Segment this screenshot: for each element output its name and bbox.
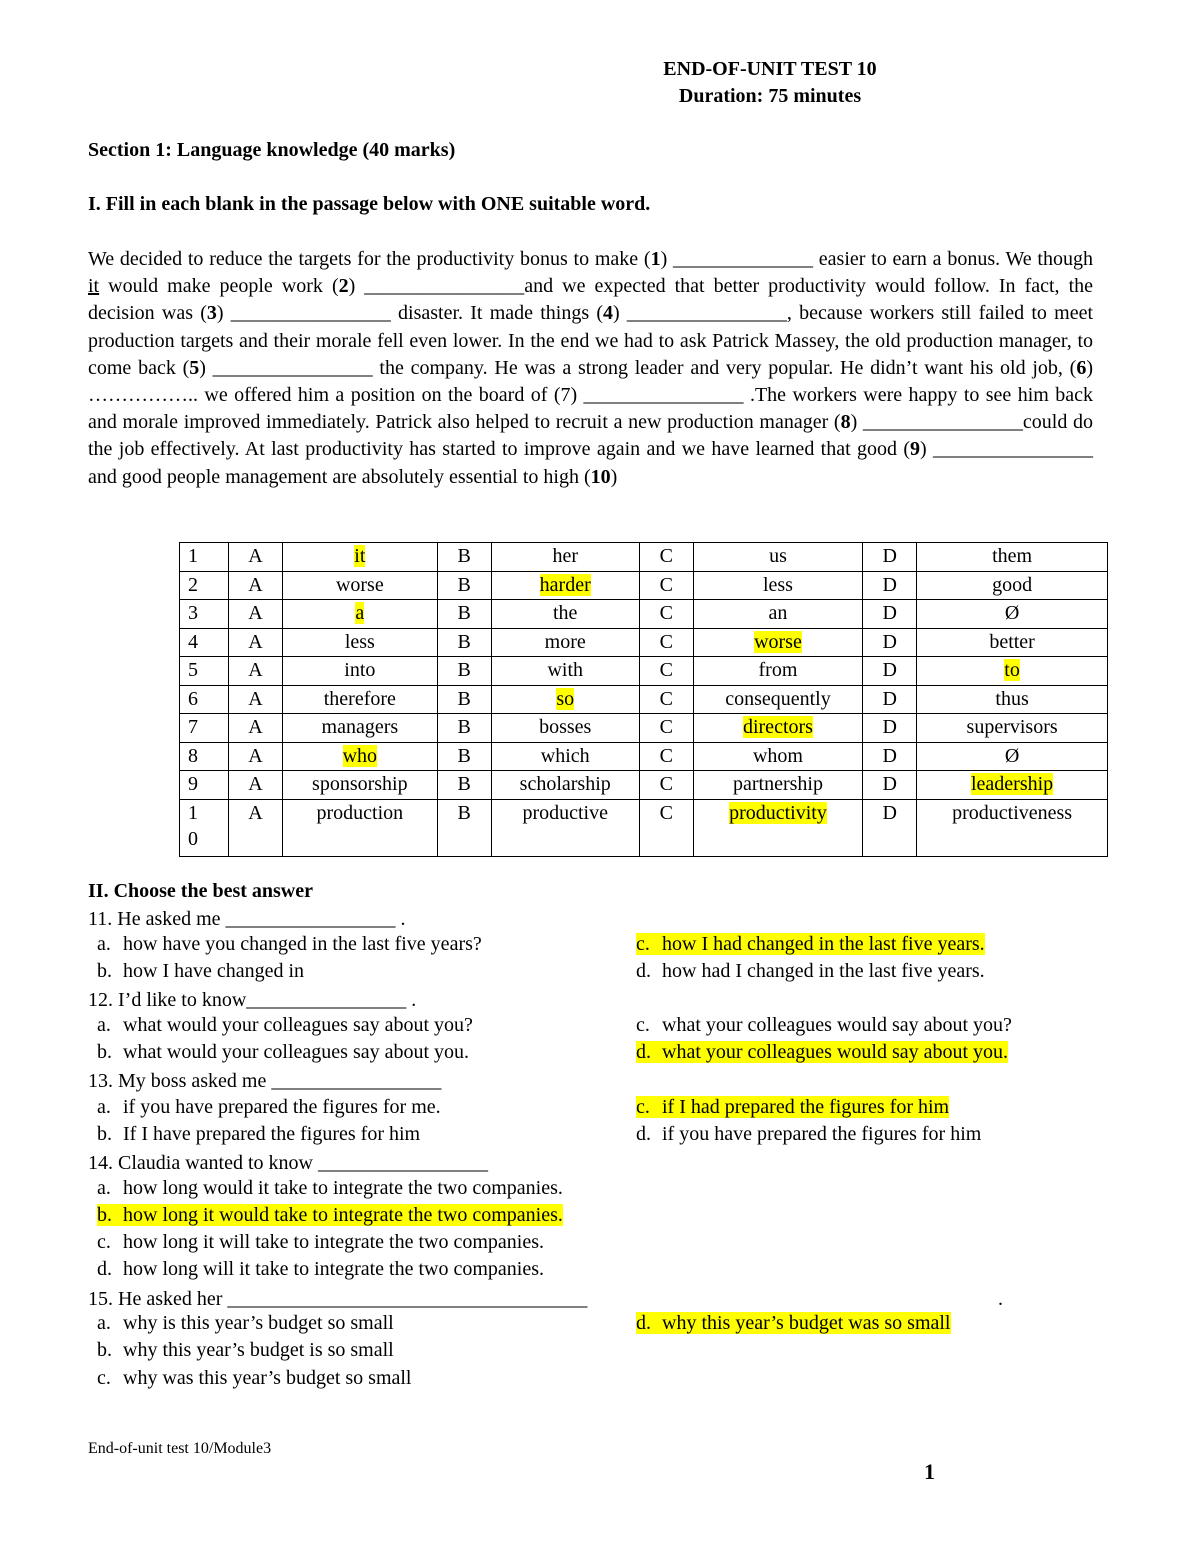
cloze-passage: We decided to reduce the targets for the productivity bonus to make (1) ______________ easier to earn a bonus. We though it would make people work (2) ________________and we expected that better productivity would follow. In fact, the decision was (3) ________________ disaster. It made things (4) ________________, because workers still failed to meet production targets and their morale fell even lower. In the end we had to ask Patrick Massey, the old production manager, to come back (5) ________________ the company. He was a strong leader and very popular. He didn’t want his old job, (6) …………….. we offered him a position on the board of (7) ________________ .The workers were happy to see him back and morale improved immediately. Patrick also helped to recruit a new production manager (8) ________________could do the job effectively. At last productivity has started to improve again and we have learned that good (9) ________________ and good people management are absolutely essential to high (10) xyxy=(88,248,1094,488)
option-word-text: to xyxy=(1004,659,1020,681)
option-word-text: therefore xyxy=(323,687,396,710)
option-word-c xyxy=(693,657,862,686)
option-row xyxy=(180,799,1108,856)
option-word-b xyxy=(491,543,639,572)
answer-option-content xyxy=(636,933,985,955)
option-row xyxy=(180,628,1108,657)
option-word-b xyxy=(491,771,639,800)
option-word-b xyxy=(491,685,639,714)
answer-option[interactable] xyxy=(97,1338,394,1362)
option-letter-a: A xyxy=(229,543,283,572)
option-letter-a: A xyxy=(229,714,283,743)
option-word-text: with xyxy=(547,659,583,681)
answer-option[interactable] xyxy=(97,1311,394,1335)
option-row xyxy=(180,657,1108,686)
option-word-text: less xyxy=(762,573,793,596)
option-text: if you have prepared the figures for me. xyxy=(123,1096,441,1118)
option-word-text: a xyxy=(355,602,365,624)
option-word-a xyxy=(283,571,438,600)
option-row xyxy=(180,543,1108,572)
option-row xyxy=(180,714,1108,743)
option-word-text: scholarship xyxy=(519,773,611,795)
option-text: why this year’s budget is so small xyxy=(123,1339,394,1361)
option-word-text: Ø xyxy=(1004,744,1020,767)
option-word-b xyxy=(491,657,639,686)
option-word-text: better xyxy=(989,630,1035,653)
answer-option-content xyxy=(636,1123,981,1145)
question-stem-end: . xyxy=(998,1288,1003,1310)
option-word-b xyxy=(491,571,639,600)
answer-option[interactable] xyxy=(97,1257,544,1281)
part2-heading: II. Choose the best answer xyxy=(88,880,313,902)
question-stem xyxy=(88,1150,488,1177)
option-letter-b: B xyxy=(437,628,491,657)
section-title: Section 1: Language knowledge (40 marks) xyxy=(88,139,456,161)
option-word-c xyxy=(693,771,862,800)
option-word-text: her xyxy=(552,545,578,567)
option-row xyxy=(180,571,1108,600)
option-row xyxy=(180,742,1108,771)
answer-option[interactable] xyxy=(97,1122,420,1146)
answer-option-content xyxy=(636,1312,951,1334)
option-letter-b: B xyxy=(437,543,491,572)
option-letter-a: A xyxy=(229,657,283,686)
option-letter-d: D xyxy=(863,771,917,800)
option-key: c. xyxy=(636,933,650,955)
answer-option-content xyxy=(636,1014,1012,1036)
option-text: how long would it take to integrate the two companies. xyxy=(123,1177,563,1199)
answer-option-content xyxy=(636,960,985,982)
answer-option-content xyxy=(636,1096,949,1118)
answer-option-content xyxy=(97,1041,469,1063)
option-word-c xyxy=(693,685,862,714)
answer-option-content xyxy=(97,1123,420,1145)
option-word-a xyxy=(283,714,438,743)
option-word-text: consequently xyxy=(725,687,831,710)
option-letter-c: C xyxy=(639,742,693,771)
answer-option[interactable] xyxy=(97,1095,441,1119)
option-text: how I have changed in xyxy=(123,960,305,982)
option-word-text: which xyxy=(540,744,590,767)
option-word-c xyxy=(693,600,862,629)
option-word-text: whom xyxy=(752,744,803,767)
answer-option[interactable] xyxy=(97,1203,563,1227)
answer-option-content xyxy=(97,960,304,982)
option-text: what your colleagues would say about you? xyxy=(662,1014,1012,1036)
option-key: a. xyxy=(97,1312,111,1334)
option-word-text: production xyxy=(316,801,404,824)
answer-option-content xyxy=(97,1312,394,1334)
option-letter-a: A xyxy=(229,771,283,800)
footer-text: End-of-unit test 10/Module3 xyxy=(88,1440,272,1457)
test-title: END-OF-UNIT TEST 10 xyxy=(663,58,877,80)
part1-heading: I. Fill in each blank in the passage below with ONE suitable word. xyxy=(88,193,651,215)
option-text: if you have prepared the figures for him xyxy=(662,1123,982,1145)
question-stem xyxy=(88,906,406,933)
option-letter-d: D xyxy=(863,628,917,657)
option-word-text: directors xyxy=(742,716,813,738)
option-letter-b: B xyxy=(437,771,491,800)
answer-option[interactable] xyxy=(636,932,985,956)
option-letter-b: B xyxy=(437,742,491,771)
row-number: 8 xyxy=(180,742,229,771)
option-text: how long it would take to integrate the two companies. xyxy=(123,1204,563,1226)
option-text: how I had changed in the last five years. xyxy=(662,933,985,955)
answer-option[interactable] xyxy=(636,1311,951,1335)
option-text: what would your colleagues say about you. xyxy=(123,1041,470,1063)
option-letter-d: D xyxy=(863,742,917,771)
option-key: a. xyxy=(97,1177,111,1199)
option-letter-c: C xyxy=(639,628,693,657)
option-letter-c: C xyxy=(639,799,693,856)
option-letter-b: B xyxy=(437,799,491,856)
page-number: 1 xyxy=(924,1459,935,1484)
answer-option[interactable] xyxy=(97,932,482,956)
option-word-text: worse xyxy=(335,573,384,596)
option-word-text: the xyxy=(553,602,578,624)
option-text: how had I changed in the last five years. xyxy=(662,960,985,982)
option-key: d. xyxy=(97,1258,112,1280)
option-row xyxy=(180,771,1108,800)
option-text: why this year’s budget was so small xyxy=(662,1312,951,1334)
option-word-a xyxy=(283,685,438,714)
option-letter-a: A xyxy=(229,628,283,657)
option-row xyxy=(180,600,1108,629)
option-letter-d: D xyxy=(863,714,917,743)
option-key: b. xyxy=(97,960,112,982)
answer-option[interactable] xyxy=(97,1013,473,1037)
answer-option[interactable] xyxy=(97,1040,469,1064)
option-word-d xyxy=(917,742,1108,771)
row-number: 2 xyxy=(180,571,229,600)
answer-option[interactable] xyxy=(97,1366,412,1390)
option-key: c. xyxy=(636,1014,650,1036)
option-word-d xyxy=(917,771,1108,800)
option-key: c. xyxy=(97,1367,111,1389)
option-word-a xyxy=(283,799,438,856)
option-word-text: productiveness xyxy=(952,801,1073,824)
option-key: a. xyxy=(97,1014,111,1036)
option-letter-c: C xyxy=(639,657,693,686)
option-letter-b: B xyxy=(437,600,491,629)
option-key: b. xyxy=(97,1204,112,1226)
option-word-text: an xyxy=(768,602,788,624)
option-text: why is this year’s budget so small xyxy=(123,1312,394,1334)
option-key: b. xyxy=(97,1041,112,1063)
answer-option-content xyxy=(97,1177,563,1199)
option-word-a xyxy=(283,543,438,572)
option-word-text: worse xyxy=(754,630,802,653)
test-duration: Duration: 75 minutes xyxy=(678,85,862,107)
option-letter-c: C xyxy=(639,771,693,800)
row-number: 6 xyxy=(180,685,229,714)
option-word-text: leadership xyxy=(970,773,1054,795)
option-word-text: who xyxy=(342,744,378,767)
option-letter-d: D xyxy=(863,657,917,686)
answer-option-content xyxy=(97,1096,441,1118)
option-word-d xyxy=(917,685,1108,714)
option-word-c xyxy=(693,742,862,771)
option-word-text: partnership xyxy=(732,773,823,795)
option-letter-b: B xyxy=(437,714,491,743)
option-letter-d: D xyxy=(863,799,917,856)
option-word-c xyxy=(693,714,862,743)
question-stem-text: 15. He asked her ____________________________________ xyxy=(88,1288,588,1310)
option-word-a xyxy=(283,628,438,657)
option-letter-a: A xyxy=(229,571,283,600)
answer-option[interactable] xyxy=(636,1013,1012,1037)
answer-option-content xyxy=(97,1367,412,1389)
option-key: d. xyxy=(636,960,651,982)
option-letter-d: D xyxy=(863,543,917,572)
option-key: b. xyxy=(97,1123,112,1145)
row-number: 9 xyxy=(180,771,229,800)
option-text: how long will it take to integrate the two companies. xyxy=(123,1258,545,1280)
option-key: c. xyxy=(636,1096,650,1118)
option-word-a xyxy=(283,600,438,629)
option-text: why was this year’s budget so small xyxy=(123,1367,412,1389)
option-letter-c: C xyxy=(639,600,693,629)
option-word-a xyxy=(283,742,438,771)
question-stem-text: 14. Claudia wanted to know _________________ xyxy=(88,1152,488,1174)
option-key: d. xyxy=(636,1123,651,1145)
answer-option-content xyxy=(97,1258,544,1280)
question-stem xyxy=(88,1286,587,1313)
question-stem-text: 13. My boss asked me _________________ xyxy=(88,1070,442,1092)
option-word-c xyxy=(693,799,862,856)
option-key: a. xyxy=(97,933,111,955)
answer-option-content xyxy=(97,1014,473,1036)
row-number: 7 xyxy=(180,714,229,743)
option-word-text: productivity xyxy=(729,801,827,824)
answer-option[interactable] xyxy=(97,1176,563,1200)
option-word-d xyxy=(917,628,1108,657)
option-letter-a: A xyxy=(229,799,283,856)
answer-options-table xyxy=(179,542,1108,857)
option-key: a. xyxy=(97,1096,111,1118)
question-stem xyxy=(88,987,416,1014)
answer-option[interactable] xyxy=(97,1230,544,1254)
question-stem-text: 12. I’d like to know________________ . xyxy=(88,989,417,1011)
option-word-text: managers xyxy=(321,716,399,738)
row-number: 1 0 xyxy=(180,799,229,856)
option-text: what your colleagues would say about you. xyxy=(662,1041,1009,1063)
option-key: c. xyxy=(97,1231,111,1253)
question-stem xyxy=(88,1068,441,1095)
answer-option[interactable] xyxy=(636,959,985,983)
answer-option[interactable] xyxy=(97,959,304,983)
option-row xyxy=(180,685,1108,714)
option-letter-d: D xyxy=(863,685,917,714)
option-word-text: it xyxy=(354,545,366,567)
option-letter-b: B xyxy=(437,685,491,714)
option-word-text: sponsorship xyxy=(312,773,408,795)
option-word-text: supervisors xyxy=(966,716,1058,738)
option-word-text: so xyxy=(556,687,575,710)
option-word-text: thus xyxy=(995,687,1029,710)
option-letter-a: A xyxy=(229,685,283,714)
option-text: If I have prepared the figures for him xyxy=(123,1123,421,1145)
answer-option-content xyxy=(97,1231,544,1253)
option-letter-c: C xyxy=(639,543,693,572)
option-letter-d: D xyxy=(863,571,917,600)
row-number: 4 xyxy=(180,628,229,657)
option-word-b xyxy=(491,628,639,657)
answer-option-content xyxy=(97,1339,394,1361)
option-word-text: into xyxy=(344,659,376,681)
option-word-b xyxy=(491,799,639,856)
option-letter-a: A xyxy=(229,600,283,629)
option-word-d xyxy=(917,543,1108,572)
row-number: 1 xyxy=(180,543,229,572)
row-number: 3 xyxy=(180,600,229,629)
option-word-d xyxy=(917,714,1108,743)
option-word-d xyxy=(917,600,1108,629)
option-word-d xyxy=(917,657,1108,686)
option-word-d xyxy=(917,571,1108,600)
option-word-c xyxy=(693,628,862,657)
option-word-c xyxy=(693,571,862,600)
option-word-text: more xyxy=(544,630,586,653)
option-letter-c: C xyxy=(639,714,693,743)
option-word-text: less xyxy=(344,630,375,653)
option-word-d xyxy=(917,799,1108,856)
option-letter-d: D xyxy=(863,600,917,629)
option-word-a xyxy=(283,657,438,686)
option-text: what would your colleagues say about you? xyxy=(123,1014,473,1036)
answer-option[interactable] xyxy=(636,1095,949,1119)
row-number: 5 xyxy=(180,657,229,686)
option-letter-b: B xyxy=(437,657,491,686)
option-text: how have you changed in the last five years? xyxy=(123,933,482,955)
option-key: b. xyxy=(97,1339,112,1361)
option-word-text: productive xyxy=(522,801,608,824)
answer-option[interactable] xyxy=(636,1040,1008,1064)
question-stem-text: 11. He asked me _________________ . xyxy=(88,908,406,930)
option-text: how long it will take to integrate the two companies. xyxy=(123,1231,545,1253)
answer-option-content xyxy=(636,1041,1008,1063)
answer-option-content xyxy=(97,1204,563,1226)
answer-option[interactable] xyxy=(636,1122,981,1146)
option-key: d. xyxy=(636,1312,651,1334)
option-word-a xyxy=(283,771,438,800)
option-text: if I had prepared the figures for him xyxy=(662,1096,950,1118)
option-word-text: Ø xyxy=(1004,602,1020,624)
option-word-b xyxy=(491,742,639,771)
option-word-text: us xyxy=(769,545,787,567)
option-letter-b: B xyxy=(437,571,491,600)
option-key: d. xyxy=(636,1041,651,1063)
option-word-text: from xyxy=(758,659,798,681)
option-word-b xyxy=(491,600,639,629)
option-word-b xyxy=(491,714,639,743)
option-word-c xyxy=(693,543,862,572)
answer-option-content xyxy=(97,933,482,955)
option-word-text: them xyxy=(992,545,1033,567)
option-letter-a: A xyxy=(229,742,283,771)
option-word-text: bosses xyxy=(539,716,592,738)
option-word-text: harder xyxy=(539,573,591,596)
option-letter-c: C xyxy=(639,685,693,714)
option-word-text: good xyxy=(992,573,1033,596)
option-letter-c: C xyxy=(639,571,693,600)
